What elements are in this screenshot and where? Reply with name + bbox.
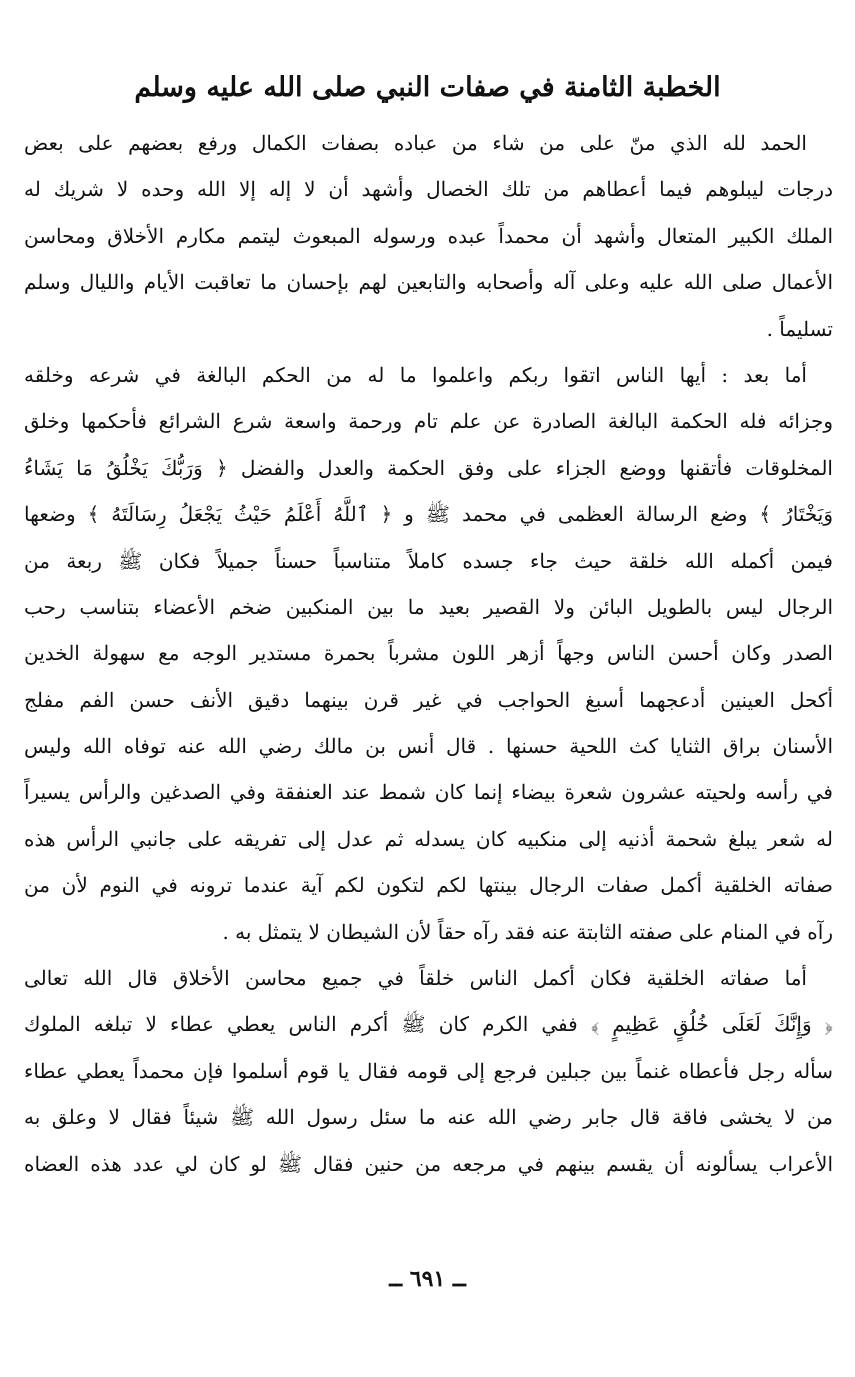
text-line: سأله رجل فأعطاه غنماً بين جبلين فرجع إلى قومه فقال يا قوم أسلموا فإن محمداً يعطي عطاء [24, 1058, 833, 1083]
text-line: المخلوقات فأتقنها ووضع الجزاء على وفق الحكمة والعدل والفضل ﴿ وَرَبُّكَ يَخْلُقُ مَا يَشَاءُ [24, 455, 833, 480]
text-line: درجات ليبلوهم فيما أعطاهم من تلك الخصال وأشهد أن لا إله إلا الله وحده لا شريك له [24, 177, 833, 202]
text-line: الأعراب يسألونه أن يقسم بينهم في مرجعه من حنين فقال ﷺ لو كان لي عدد هذه العضاه [24, 1151, 833, 1176]
sermon-title: الخطبة الثامنة في صفات النبي صلى الله عليه وسلم [134, 72, 721, 103]
text-line: فيمن أكمله الله خلقة حيث جاء جسده كاملاً متناسباً حسناً جميلاً فكان ﷺ ربعة من [24, 548, 833, 573]
text-line: وجزائه فله الحكمة البالغة الصادرة عن علم تام ورحمة واسعة شرع الشرائع فأحكمها وخلق [24, 409, 833, 434]
text-line: له شعر يبلغ شحمة أذنيه إلى منكبيه كان يسدله ثم عدل إلى تفريقه على جانبي الرأس هذه [24, 826, 833, 851]
text-line: الرجال ليس بالطويل البائن ولا القصير بعيد ما بين المنكبين ضخم الأعضاء بتناسب رحب [24, 594, 833, 619]
text-line: الأعمال صلى الله عليه وعلى آله وأصحابه والتابعين لهم بإحسان ما تعاقبت الأيام والليال وسلم [24, 270, 833, 295]
text-line: تسليماً . [766, 316, 833, 341]
text-line: في رأسه ولحيته عشرون شعرة بيضاء إنما كان شمط عند العنفقة وفي الصدغين والرأس يسيراً [24, 780, 833, 805]
text-line: الصدر وكان أحسن الناس وجهاً أزهر اللون مشرباً بحمرة مستدير الوجه مع سهولة الخدين [24, 641, 833, 666]
page-number: ــ ٦٩١ ــ [389, 1266, 466, 1292]
text-line: أما صفاته الخلقية فكان أكمل الناس خلقاً في جميع محاسن الأخلاق قال الله تعالى [24, 966, 807, 991]
text-line: أكحل العينين أدعجهما أسبغ الحواجب في غير قرن بينهما دقيق الأنف حسن الفم مفلج [24, 687, 833, 712]
text-line: الأسنان براق الثنايا كث اللحية حسنها . قال أنس بن مالك رضي الله عنه توفاه الله وليس [24, 734, 833, 759]
text-line: من لا يخشى فاقة قال جابر رضي الله عنه ما سئل رسول الله ﷺ شيئاً فقال لا وعلق به [24, 1105, 833, 1130]
text-line: أما بعد : أيها الناس اتقوا ربكم واعلموا ما له من الحكم البالغة في شرعه وخلقه [24, 362, 807, 387]
text-line: رآه في المنام على صفته الثابتة عنه فقد رآه حقاً لأن الشيطان لا يتمثل به . [222, 919, 833, 944]
text-line: الملك الكبير المتعال وأشهد أن محمداً عبده ورسوله المبعوث ليتمم مكارم الأخلاق ومحاسن [24, 223, 833, 248]
text-line: صفاته الخلقية أكمل صفات الرجال بينتها لكم لتكون لكم آية عندما ترونه في النوم لأن من [24, 873, 833, 898]
text-line: وَيَخْتَارُ ﴾ وضع الرسالة العظمى في محمد ﷺ و ﴿ ٱللَّهُ أَعْلَمُ حَيْثُ يَجْعَلُ رِسَالَتَهُ ﴾ وضعها [24, 502, 833, 527]
body-text [24, 120, 833, 1187]
text-line: ﴿ وَإِنَّكَ لَعَلَى خُلُقٍ عَظِيمٍ ﴾ ففي الكرم كان ﷺ أكرم الناس يعطي عطاء لا تبلغه الملوك [24, 1012, 833, 1037]
text-line: الحمد لله الذي منّ على من شاء من عباده بصفات الكمال ورفع بعضهم على بعض [24, 131, 807, 155]
